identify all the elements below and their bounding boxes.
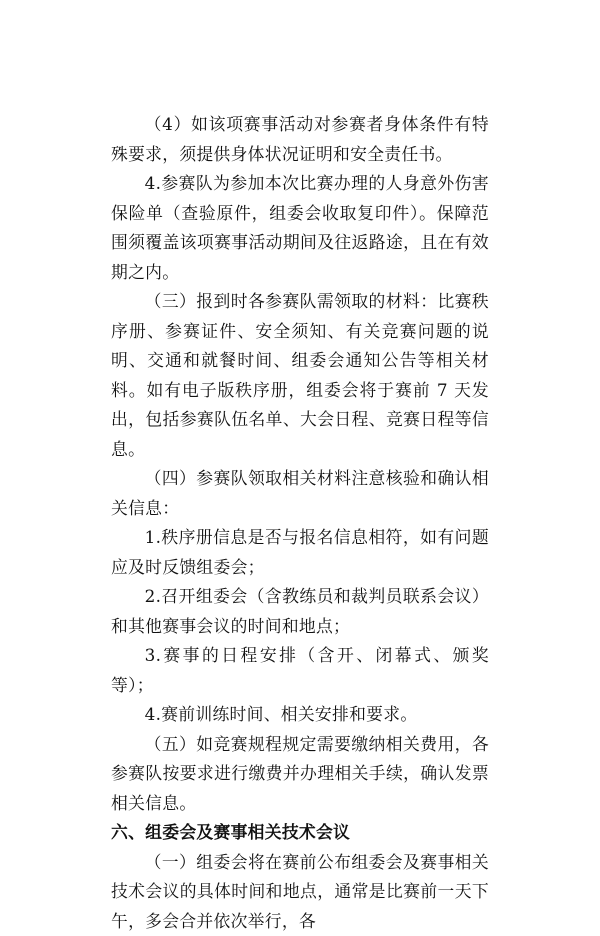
paragraph-fees: （五）如竞赛规程规定需要缴纳相关费用，各参赛队按要求进行缴费并办理相关手续，确认发票相关信息。: [111, 730, 489, 819]
list-item-meetings: 2.召开组委会（含教练员和裁判员联系会议）和其他赛事会议的时间和地点；: [111, 582, 489, 641]
paragraph-registration-materials: （三）报到时各参赛队需领取的材料：比赛秩序册、参赛证件、安全须知、有关竞赛问题的说明、交通和就餐时间、组委会通知公告等相关材料。如有电子版秩序册，组委会将于赛前 7 天发出，包括参赛队伍名单、大会日程、竞赛日程等信息。: [111, 287, 489, 464]
section-heading: 六、组委会及赛事相关技术会议: [111, 818, 489, 848]
paragraph-insurance: 4.参赛队为参加本次比赛办理的人身意外伤害保险单（查验原件，组委会收取复印件）。保障范围须覆盖该项赛事活动期间及往返路途，且在有效期之内。: [111, 169, 489, 287]
paragraph-technical-meeting: （一）组委会将在赛前公布组委会及赛事相关技术会议的具体时间和地点，通常是比赛前一天下午，多会合并依次举行，各: [111, 848, 489, 936]
document-body: [111, 110, 489, 936]
paragraph-verify-info: （四）参赛队领取相关材料注意核验和确认相关信息：: [111, 464, 489, 523]
list-item-program-book: 1.秩序册信息是否与报名信息相符，如有问题应及时反馈组委会；: [111, 523, 489, 582]
list-item-training: 4.赛前训练时间、相关安排和要求。: [111, 700, 489, 730]
list-item-schedule: 3.赛事的日程安排（含开、闭幕式、颁奖等）；: [111, 641, 489, 700]
paragraph-health-certificate: （4）如该项赛事活动对参赛者身体条件有特殊要求，须提供身体状况证明和安全责任书。: [111, 110, 489, 169]
